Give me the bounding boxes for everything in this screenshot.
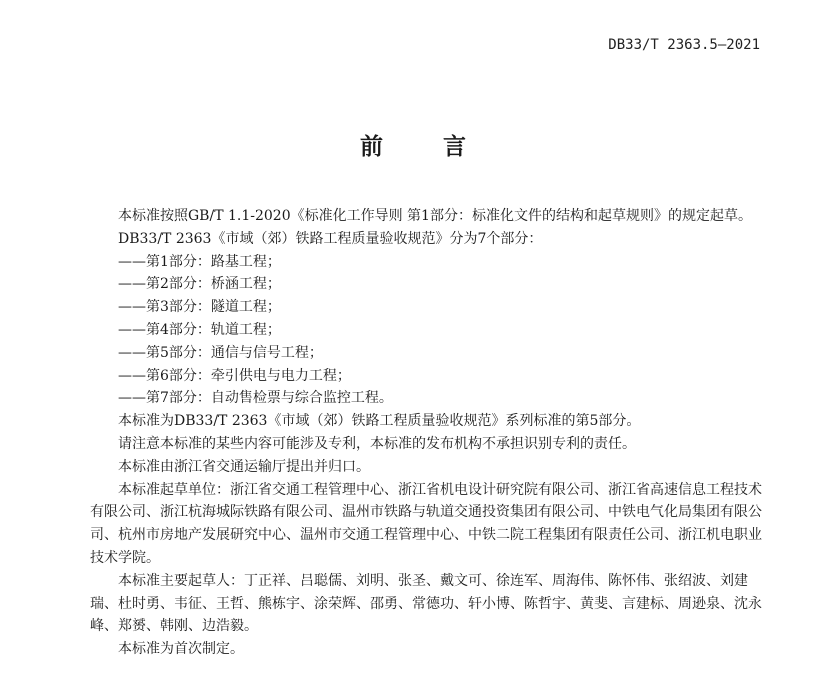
page-title: 前 言: [359, 134, 492, 160]
paragraph-series: 本标准为DB33/T 2363《市域（郊）铁路工程质量验收规范》系列标准的第5部分。: [118, 413, 641, 430]
document-body: [90, 205, 770, 661]
list-item-part-3: ——第3部分：隧道工程；: [118, 299, 281, 316]
paragraph-first-edition: 本标准为首次制定。: [118, 641, 244, 658]
paragraph-parts-intro: DB33/T 2363《市域（郊）铁路工程质量验收规范》分为7个部分：: [118, 230, 543, 247]
list-item-part-2: ——第2部分：桥涵工程；: [118, 276, 281, 293]
paragraph-basis: 本标准按照GB/T 1.1-2020《标准化工作导则 第1部分：标准化文件的结构和起草规则》的规定起草。: [118, 208, 752, 224]
paragraph-drafters: 本标准主要起草人：丁正祥、吕聪儒、刘明、张圣、戴文可、徐连军、周海伟、陈怀伟、张绍波、刘建瑞、杜时勇、韦征、王哲、熊栋宇、涂荣辉、邵勇、常德功、轩小博、陈哲宇、黄斐、言建标、周逊泉、沈永峰、郑赟、韩刚、边浩毅。: [90, 572, 762, 635]
list-item-part-6: ——第6部分：牵引供电与电力工程；: [118, 367, 351, 384]
paragraph-patent-notice: 请注意本标准的某些内容可能涉及专利，本标准的发布机构不承担识别专利的责任。: [118, 435, 636, 452]
list-item-part-5: ——第5部分：通信与信号工程；: [118, 344, 323, 361]
paragraph-proposer: 本标准由浙江省交通运输厅提出并归口。: [118, 458, 370, 475]
paragraph-drafting-units: 本标准起草单位：浙江省交通工程管理中心、浙江省机电设计研究院有限公司、浙江省高速信息工程技术有限公司、浙江杭海城际铁路有限公司、温州市铁路与轨道交通投资集团有限公司、中铁电气化局集团有限公司、杭州市房地产发展研究中心、温州市交通工程管理中心、中铁二院工程集团有限责任公司、浙江机电职业技术学院。: [90, 481, 762, 566]
document-code: DB33/T 2363.5—2021: [608, 37, 760, 53]
list-item-part-7: ——第7部分：自动售检票与综合监控工程。: [118, 390, 393, 407]
list-item-part-4: ——第4部分：轨道工程；: [118, 321, 281, 338]
list-item-part-1: ——第1部分：路基工程；: [118, 253, 281, 270]
